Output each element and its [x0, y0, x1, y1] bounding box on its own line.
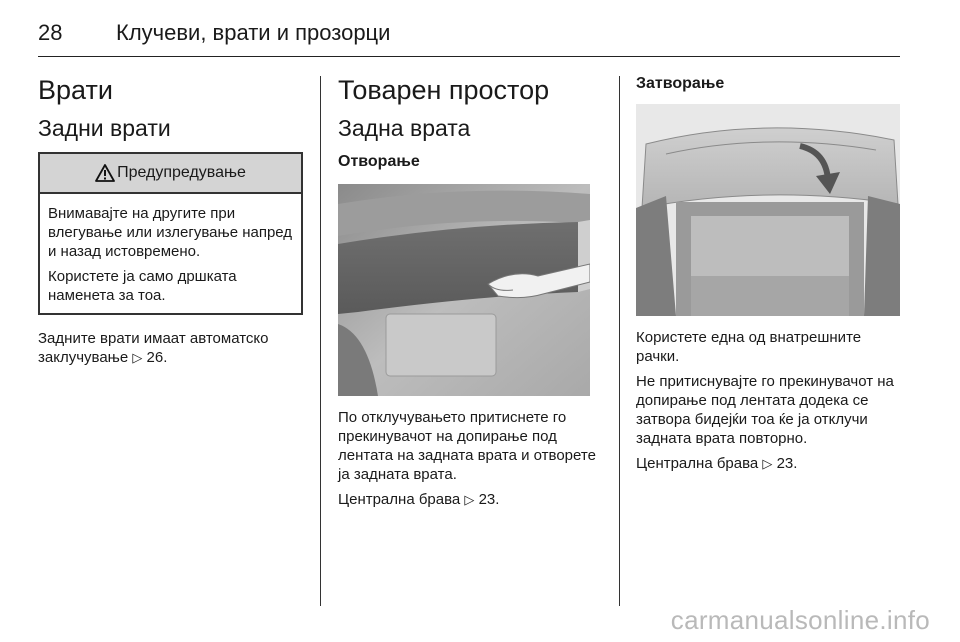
subsection-title-rear-doors: Задни врати	[38, 115, 171, 141]
warning-text-1: Внимавајте на другите при влегување или излегување напред и назад истовремено.	[48, 205, 293, 260]
opening-text: По отклучувањето притиснете го прекинувачот на допирање под лентата на задната врата и отворете ја задната врата.	[338, 409, 596, 483]
warning-triangle-icon	[95, 164, 115, 182]
heading-opening: Отворање	[338, 153, 420, 170]
page-number: 28	[38, 20, 63, 45]
page-header	[38, 14, 900, 57]
triangle-right-icon: ▷	[132, 350, 143, 365]
warning-body	[40, 194, 301, 313]
column-load-compartment	[338, 74, 596, 515]
warning-text-2: Користете ја само дршката наменета за тоа.	[48, 268, 237, 304]
closing-text-1: Користете една од внатрешните рачки.	[636, 329, 862, 365]
column-closing	[636, 74, 904, 479]
rear-doors-text-body: Задните врати имаат автоматско заклучување	[38, 330, 269, 366]
warning-box	[38, 152, 303, 315]
running-title: Клучеви, врати и прозорци	[116, 20, 391, 45]
central-lock-ref-text	[338, 490, 596, 509]
page-ref[interactable]: 23.	[478, 491, 500, 508]
closing-text-2: Не притиснувајте го прекинувачот на допирање под лентата додека се затвора бидејќи тоа ќе ја отклучи задната врата повторно.	[636, 373, 894, 447]
column-doors	[38, 74, 303, 373]
tailgate-closing-photo	[636, 104, 900, 316]
heading-closing: Затворање	[636, 75, 725, 92]
central-lock-label: Централна брава	[338, 491, 461, 508]
column-divider-1	[320, 76, 321, 606]
rear-doors-text	[38, 329, 303, 367]
triangle-right-icon: ▷	[762, 456, 773, 471]
tailgate-opening-photo	[338, 184, 590, 396]
central-lock-label: Централна брава	[636, 455, 759, 472]
watermark: carmanualsonline.info	[670, 605, 930, 635]
page-ref[interactable]: 23.	[776, 455, 798, 472]
subsection-title-tailgate: Задна врата	[338, 115, 471, 141]
section-title-load-compartment: Товарен простор	[338, 75, 550, 105]
page-ref[interactable]: 26.	[146, 349, 168, 366]
warning-header	[40, 154, 301, 194]
section-title-doors: Врати	[38, 75, 113, 105]
column-divider-2	[619, 76, 620, 606]
warning-label: Предупредување	[117, 164, 246, 181]
triangle-right-icon: ▷	[464, 492, 475, 507]
central-lock-ref-text	[636, 454, 904, 473]
